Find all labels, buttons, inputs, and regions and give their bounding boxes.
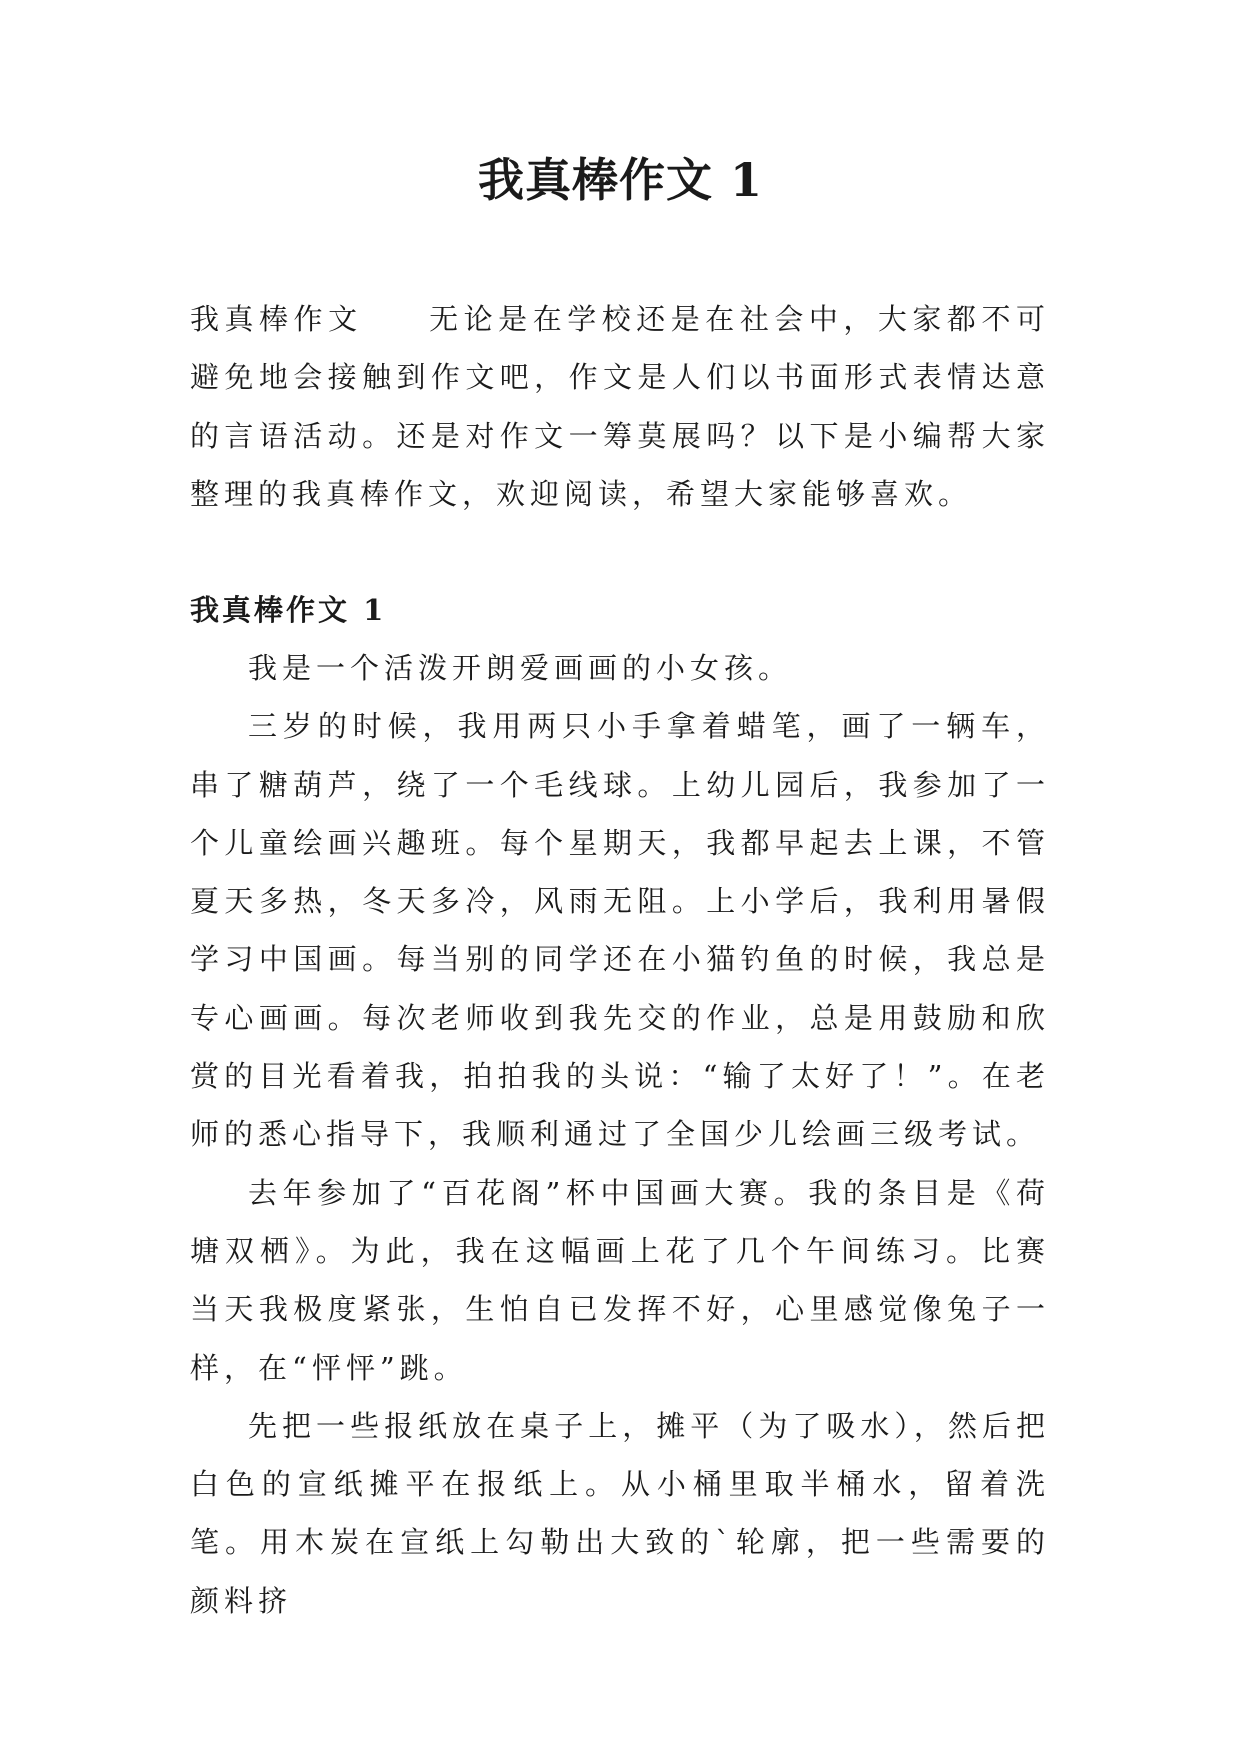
- intro-text: 无论是在学校还是在社会中，大家都不可避免地会接触到作文吧，作文是人们以书面形式表情达意的言语活动。还是对作文一筹莫展吗？以下是小编帮大家整理的我真棒作文，欢迎阅读，希望大家能够喜欢。: [190, 302, 1050, 511]
- paragraph-2: 三岁的时候，我用两只小手拿着蜡笔，画了一辆车，串了糖葫芦，绕了一个毛线球。上幼儿园后，我参加了一个儿童绘画兴趣班。每个星期天，我都早起去上课，不管夏天多热，冬天多冷，风雨无阻。上小学后，我利用暑假学习中国画。每当别的同学还在小猫钓鱼的时候，我总是专心画画。每次老师收到我先交的作业，总是用鼓励和欣赏的目光看着我，拍拍我的头说：“输了太好了！”。在老师的悉心指导下，我顺利通过了全国少儿绘画三级考试。: [190, 709, 1050, 1152]
- paragraph-3: 去年参加了“百花阁”杯中国画大赛。我的条目是《荷塘双栖》。为此，我在这幅画上花了几个午间练习。比赛当天我极度紧张，生怕自已发挥不好，心里感觉像兔子一样，在“怦怦”跳。: [190, 1175, 1050, 1385]
- page-title: 我真棒作文 1: [477, 153, 764, 207]
- intro-paragraph: [190, 290, 1050, 523]
- intro-lead: 我真棒作文: [190, 302, 363, 336]
- section-body: [190, 639, 1050, 1630]
- paragraph-4: 先把一些报纸放在桌子上，摊平（为了吸水），然后把白色的宣纸摊平在报纸上。从小桶里取半桶水，留着洗笔。用木炭在宣纸上勾勒出大致的`轮廓，把一些需要的颜料挤: [190, 1408, 1050, 1618]
- section-heading: 我真棒作文 1: [190, 593, 387, 627]
- paragraph-1: 我是一个活泼开朗爱画画的小女孩。: [248, 651, 793, 685]
